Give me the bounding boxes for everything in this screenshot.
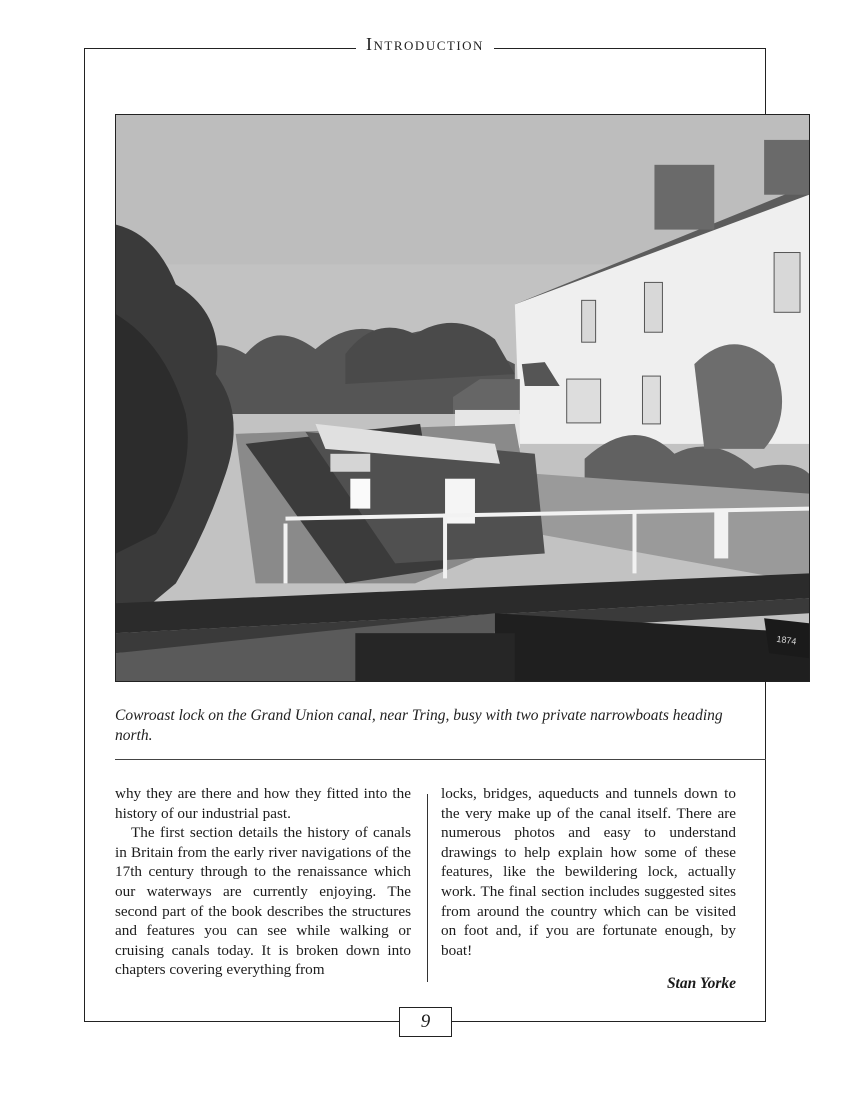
section-title: Introduction <box>356 34 494 54</box>
right-column <box>441 784 736 960</box>
lock-plaque-text: 1874 <box>775 633 798 647</box>
author-signature: Stan Yorke <box>666 975 736 992</box>
right-paragraph-1: locks, bridges, aqueducts and tunnels down to the very make up of the canal itself. There are numerous photos and easy to understand drawings to help explain how some of these features, like the bewildering lock, actually work. The final section includes suggested sites from around the country which can be visited on foot and, if you are fortunate enough, by boat! <box>441 785 736 959</box>
left-paragraph-2: The first section details the history of canals in Britain from the early river navigations of the 17th century through to the renaissance which our waterways are currently enjoying. The second part of the book describes the structures and features you can see while walking or cruising canals today. It is broken down into chapters covering everything from <box>115 824 411 979</box>
canal-photo <box>115 114 810 682</box>
photo-caption: Cowroast lock on the Grand Union canal, near Tring, busy with two private narrowboats heading north. <box>115 707 723 744</box>
column-divider <box>427 794 428 982</box>
lock-scene-image <box>116 115 809 681</box>
left-column <box>115 784 411 980</box>
page-number: 9 <box>399 1007 452 1037</box>
left-paragraph-1: why they are there and how they fitted into the history of our industrial past. <box>115 785 411 822</box>
caption-rule <box>115 759 766 760</box>
